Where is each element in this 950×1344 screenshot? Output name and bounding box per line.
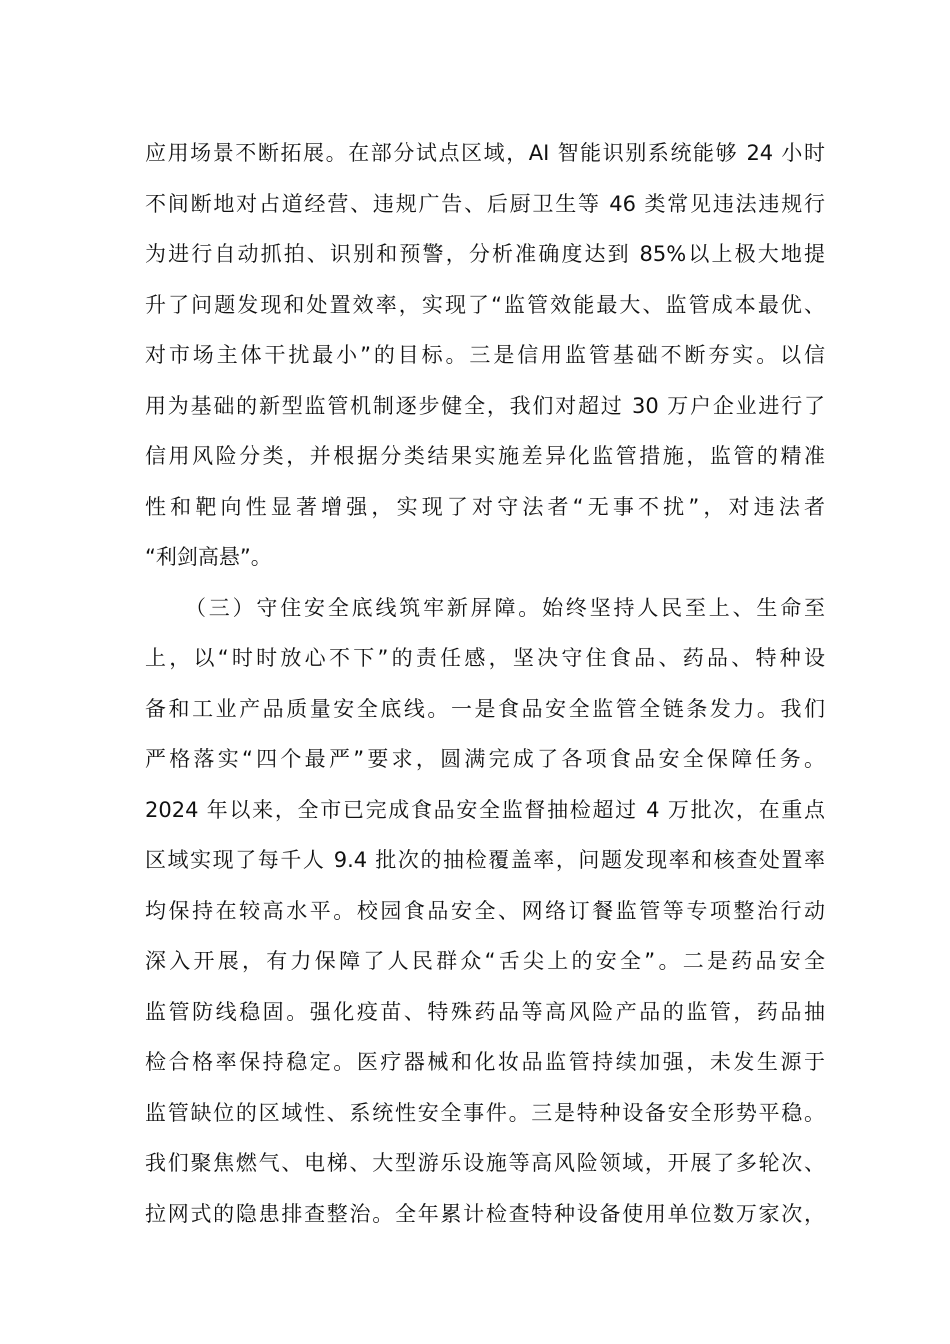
text-line: 监管缺位的区域性、系统性安全事件。三是特种设备安全形势平稳。: [145, 1100, 825, 1125]
text-line: 升了问题发现和处置效率，实现了“监管效能最大、监管成本最优、: [145, 292, 825, 317]
text-line: 严格落实“四个最严”要求，圆满完成了各项食品安全保障任务。: [145, 747, 825, 771]
text-line: 备和工业产品质量安全底线。一是食品安全监管全链条发力。我们: [145, 696, 825, 721]
paragraph-1: [145, 128, 825, 583]
text-line: 应用场景不断拓展。在部分试点区域，AI 智能识别系统能够 24 小时: [145, 141, 825, 165]
text-line: 对市场主体干扰最小”的目标。三是信用监管基础不断夯实。以信: [145, 343, 825, 367]
text-line: 性和靶向性显著增强，实现了对守法者“无事不扰”，对违法者: [145, 494, 825, 519]
text-line: 均保持在较高水平。校园食品安全、网络订餐监管等专项整治行动: [145, 898, 825, 923]
text-line: 上，以“时时放心不下”的责任感，坚决守住食品、药品、特种设: [145, 646, 825, 670]
text-line: 深入开展，有力保障了人民群众“舌尖上的安全”。二是药品安全: [145, 949, 825, 973]
text-line: 监管防线稳固。强化疫苗、特殊药品等高风险产品的监管，药品抽: [145, 999, 825, 1024]
text-line: 不间断地对占道经营、违规广告、后厨卫生等 46 类常见违法违规行: [145, 191, 825, 216]
text-line: 信用风险分类，并根据分类结果实施差异化监管措施，监管的精准: [145, 444, 825, 468]
text-line: 用为基础的新型监管机制逐步健全，我们对超过 30 万户企业进行了: [145, 393, 825, 418]
text-line: 为进行自动抓拍、识别和预警，分析准确度达到 85%以上极大地提: [145, 242, 825, 266]
text-line: 拉网式的隐患排查整治。全年累计检查特种设备使用单位数万家次，: [145, 1201, 825, 1226]
text-line: （三）守住安全底线筑牢新屏障。始终坚持人民至上、生命至: [185, 595, 825, 620]
text-line: “利剑高悬”。: [145, 545, 272, 569]
document-body: [145, 128, 825, 1239]
text-line: 2024 年以来，全市已完成食品安全监督抽检超过 4 万批次，在重点: [145, 797, 825, 822]
paragraph-2: [145, 583, 825, 1240]
text-line: 我们聚焦燃气、电梯、大型游乐设施等高风险领域，开展了多轮次、: [145, 1151, 825, 1175]
text-line: 检合格率保持稳定。医疗器械和化妆品监管持续加强，未发生源于: [145, 1050, 825, 1074]
text-line: 区域实现了每千人 9.4 批次的抽检覆盖率，问题发现率和核查处置率: [145, 848, 825, 872]
